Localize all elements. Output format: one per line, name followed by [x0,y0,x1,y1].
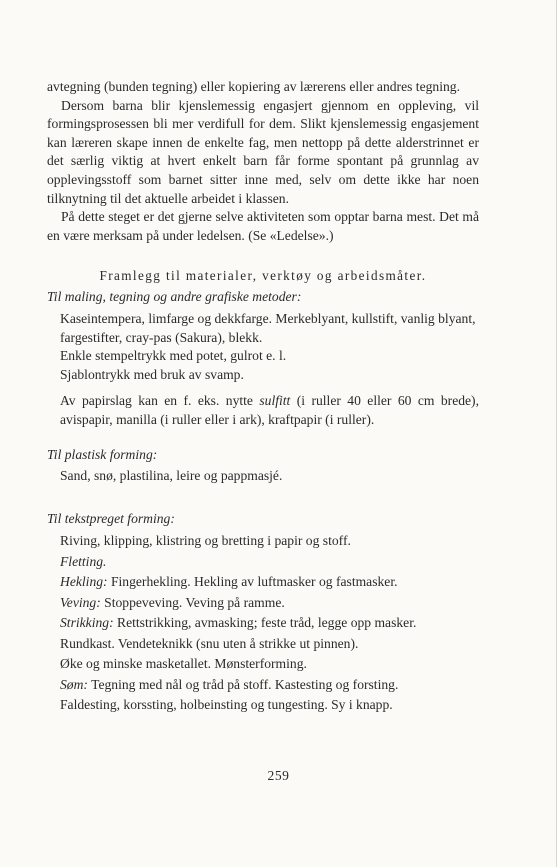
veving-label: Veving: [60,594,101,610]
hekling-label: Hekling: [60,574,108,590]
paper-types [60,392,479,429]
strikking-label: Strikking: [60,615,114,631]
paragraph-activity: På dette steget er det gjerne selve aktiviteten som opptar barna mest. Det må en være merksam på under ledelsen. (Se «Ledelse».) [47,209,479,243]
subheading-textile: Til tekstpreget forming: [47,510,175,526]
list-item: Sand, snø, plastilina, leire og pappmasjé. [60,468,283,484]
paper-text-post: (i ruller 40 eller 60 cm brede), avispapir, manilla (i ruller eller i ark), kraftpapir (i ruller). [60,393,479,427]
list-item: Sjablontrykk med bruk av svamp. [60,366,244,382]
paragraph-continuation: avtegning (bunden tegning) eller kopiering av lærerens eller andres tegning. [47,79,460,94]
som-label: Søm: [60,676,88,692]
fletting-label: Fletting. [60,553,107,569]
som-text: Tegning med nål og tråd på stoff. Kastesting og forsting. [87,676,399,692]
page-number: 259 [267,768,290,783]
subheading-graphic: Til maling, tegning og andre grafiske metoder: [47,289,302,305]
list-item [60,593,479,614]
list-item [60,613,479,634]
strikking-text: Rettstrikking, avmasking; feste tråd, legge opp masker. [113,615,417,631]
paper-text-pre: Av papirslag kan en f. eks. nytte [60,393,260,409]
veving-text: Stoppeveving. Veving på ramme. [100,594,285,610]
graphic-materials-list [47,310,479,430]
paragraph-engagement: Dersom barna blir kjenslemessig engasjert gjennom en oppleving, vil formingsprosessen bli mer verdifull for dem. Slikt kjenslemessig engasjement kan læreren skape innen de enkelte fag, men nettopp på dette alderstrinnet er det særlig viktig at hvert enkelt barn får forme spontant på grunnlag av opplevingsstoff som barnet sitter inne med, selv om dette ikke har noen tilknytning til det aktuelle arbeidet i klassen. [47,97,479,206]
page-body [47,78,479,716]
hekling-text: Fingerhekling. Hekling av luftmasker og fastmasker. [107,574,398,590]
list-item: Faldesting, korssting, holbeinsting og tungesting. Sy i knapp. [60,697,393,713]
section-heading: Framlegg til materialer, verktøy og arbeidsmåter. [99,268,427,284]
list-item: Øke og minske masketallet. Mønsterforming. [60,656,307,672]
textile-materials-list [47,531,479,716]
list-item: Kaseintempera, limfarge og dekkfarge. Merkeblyant, kullstift, vanlig blyant, fargestifter, cray-pas (Sakura), blekk. [60,310,476,345]
list-item [60,552,479,573]
list-item: Rundkast. Vendeteknikk (snu uten å strikke ut pinnen). [60,635,359,651]
subheading-plastic: Til plastisk forming: [47,446,158,462]
list-item: Enkle stempeltrykk med potet, gulrot e. l. [60,348,287,364]
list-item [60,675,479,696]
list-item: Riving, klipping, klistring og bretting i papir og stoff. [60,533,351,549]
list-item [60,572,479,593]
plastic-materials-list [47,467,479,486]
paper-sulfitt: sulfitt [259,393,291,409]
